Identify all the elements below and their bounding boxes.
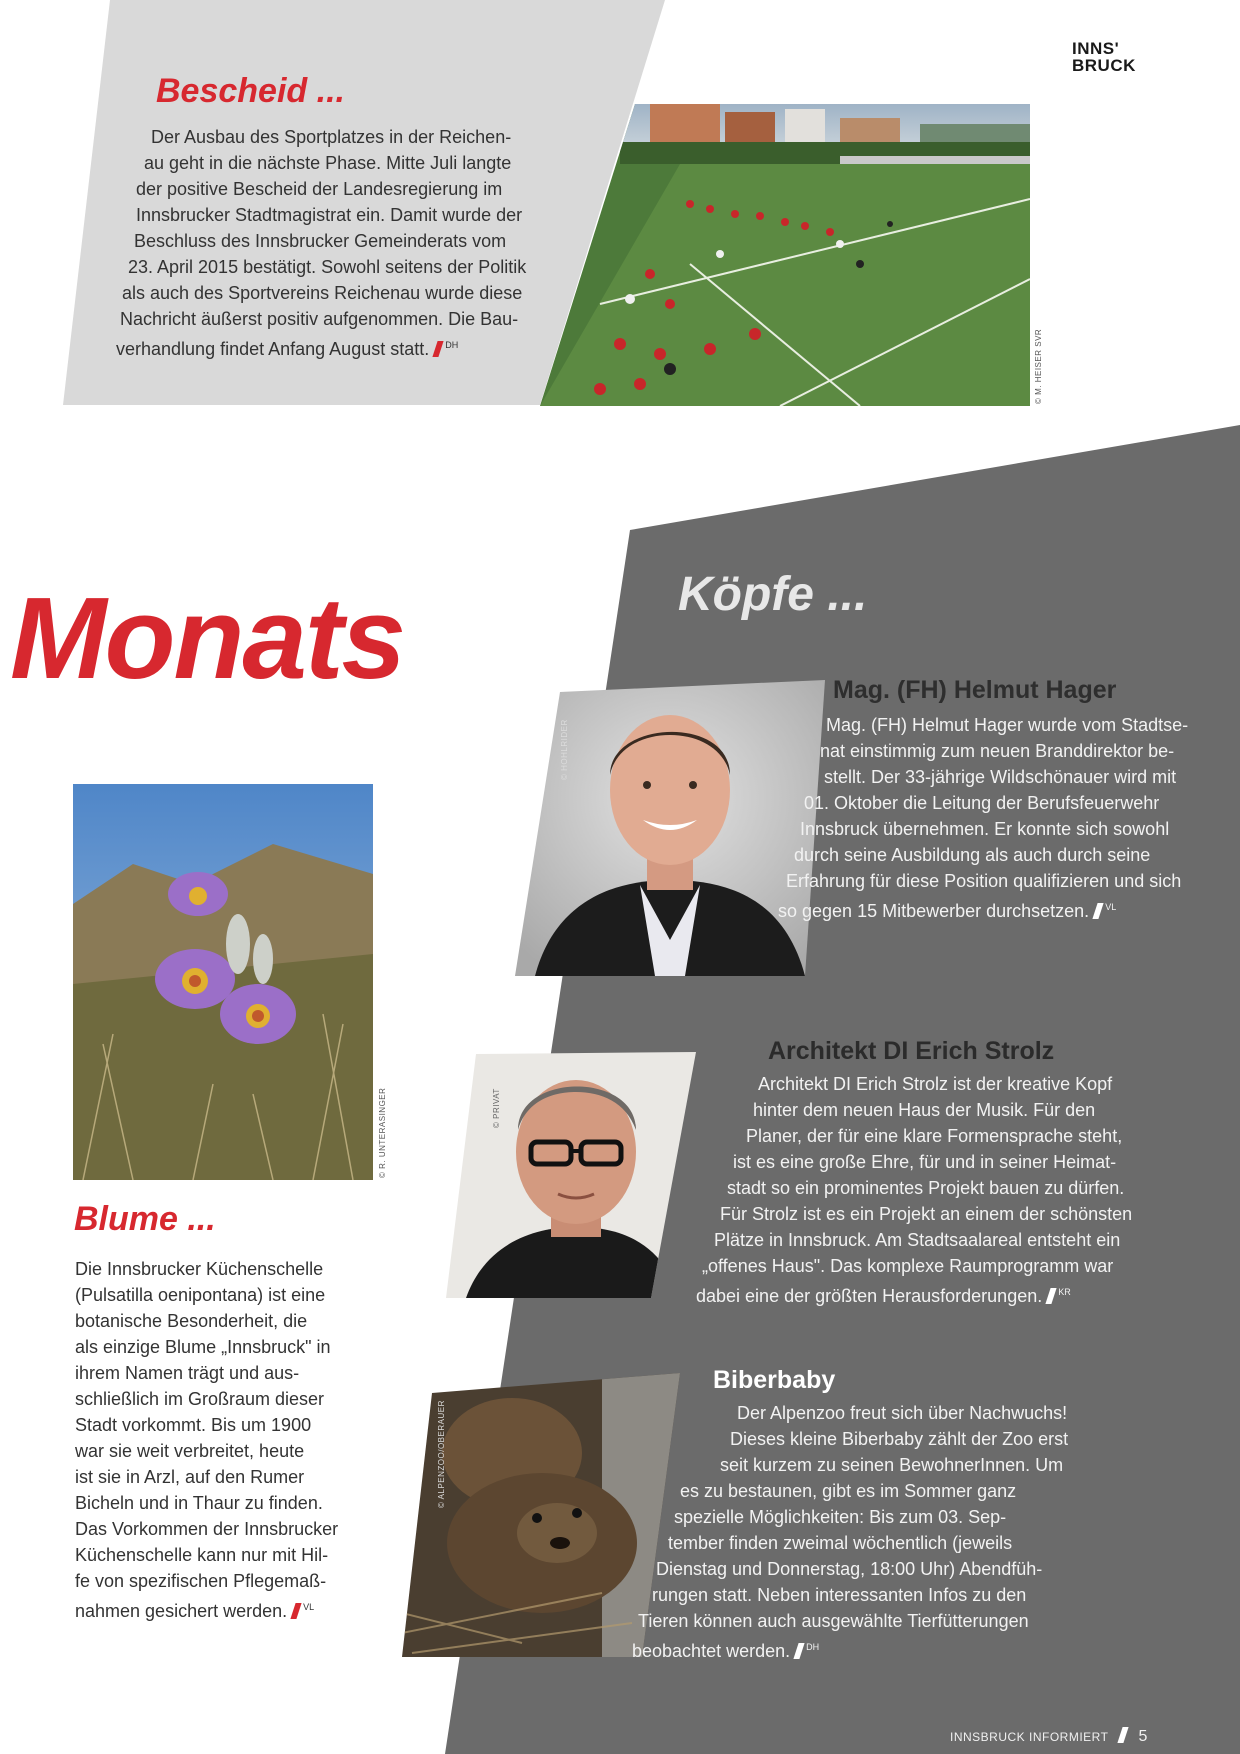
strolz-line: Planer, der für eine klare Formensprache steht, — [746, 1126, 1123, 1146]
hager-line: durch seine Ausbildung als auch durch seine — [794, 845, 1151, 865]
hager-line — [760, 894, 1188, 924]
hager-initials: VL — [1105, 902, 1117, 912]
biber-line: tember finden zweimal wöchentlich (jeweils — [668, 1533, 1013, 1553]
biber-line: Tieren können auch ausgewählte Tierfütterungen — [638, 1611, 1029, 1631]
biber-last-line: beobachtet werden. — [632, 1641, 791, 1661]
biber-line: rungen statt. Neben interessanten Infos zu den — [652, 1585, 1027, 1605]
blume-line: schließlich im Großraum dieser — [75, 1389, 325, 1409]
blume-title: Blume ... — [74, 1200, 216, 1238]
biber-line: es zu bestaunen, gibt es im Sommer ganz — [680, 1481, 1017, 1501]
red-slash-icon — [433, 341, 444, 357]
hager-line: Mag. (FH) Helmut Hager wurde vom Stadtse- — [826, 715, 1189, 735]
hager-line: nat einstimmig zum neuen Branddirektor be- — [820, 741, 1175, 761]
strolz-initials: KR — [1058, 1287, 1071, 1297]
blume-line: Stadt vorkommt. Bis um 1900 — [75, 1415, 312, 1435]
strolz-line: Plätze in Innsbruck. Am Stadtsaalareal entsteht ein — [714, 1230, 1121, 1250]
strolz-line: Architekt DI Erich Strolz ist der kreative Kopf — [758, 1074, 1113, 1094]
footer-label: INNSBRUCK INFORMIERT — [950, 1730, 1109, 1744]
strolz-photo-credit: © PRIVAT — [492, 1088, 501, 1128]
biber-photo-credit: © ALPENZOO/OBERAUER — [437, 1400, 446, 1508]
bescheid-line: Innsbrucker Stadtmagistrat ein. Damit wurde der — [136, 205, 523, 225]
biber-text — [630, 1400, 1068, 1664]
strolz-line: ist es eine große Ehre, für und in seiner Heimat- — [733, 1152, 1117, 1172]
red-slash-icon — [291, 1603, 302, 1619]
blume-initials: VL — [303, 1602, 315, 1612]
logo-line-1: INNS' — [1072, 39, 1120, 58]
page-number: 5 — [1138, 1728, 1148, 1745]
blume-line: Küchenschelle kann nur mit Hil- — [75, 1545, 329, 1565]
strolz-line: hinter dem neuen Haus der Musik. Für den — [753, 1100, 1096, 1120]
blume-line: Bicheln und in Thaur zu finden. — [75, 1493, 323, 1513]
strolz-line: Für Strolz ist es ein Projekt an einem der schönsten — [720, 1204, 1133, 1224]
bescheid-line: au geht in die nächste Phase. Mitte Juli langte — [144, 153, 512, 173]
blume-last-line: nahmen gesichert werden. — [75, 1601, 288, 1621]
bescheid-line: als auch des Sportvereins Reichenau wurde diese — [122, 283, 523, 303]
bescheid-line: der positive Bescheid der Landesregierung im — [136, 179, 503, 199]
bescheid-last-line: verhandlung findet Anfang August statt. — [116, 339, 430, 359]
blume-text — [75, 1256, 338, 1624]
bescheid-line: Beschluss des Innsbrucker Gemeinderats vom — [134, 231, 507, 251]
blume-line: botanische Besonderheit, die — [75, 1311, 308, 1331]
hager-text — [760, 712, 1188, 924]
hager-line: stellt. Der 33-jährige Wildschönauer wird mit — [824, 767, 1177, 787]
biber-line: Dienstag und Donnerstag, 18:00 Uhr) Abendfüh- — [656, 1559, 1043, 1579]
blume-line: ihrem Namen trägt und aus- — [75, 1363, 300, 1383]
blume-line — [75, 1594, 338, 1624]
bescheid-line: Der Ausbau des Sportplatzes in der Reichen- — [151, 127, 512, 147]
bescheid-photo-credit: © M. HEISER SVR — [1034, 328, 1043, 404]
football-field-photo — [540, 104, 1030, 406]
bescheid-line: 23. April 2015 bestätigt. Sowohl seitens der Politik — [128, 257, 527, 277]
biber-line — [630, 1634, 1068, 1664]
footer — [950, 1727, 1148, 1746]
innsbruck-logo — [1072, 40, 1152, 74]
strolz-line: „offenes Haus". Das komplexe Raumprogramm war — [702, 1256, 1114, 1276]
strolz-line — [690, 1279, 1132, 1309]
strolz-line: stadt so ein prominentes Projekt bauen zu dürfen. — [727, 1178, 1125, 1198]
monats-title: Monats — [10, 573, 404, 703]
strolz-text — [690, 1071, 1132, 1309]
hager-line: Erfahrung für diese Position qualifizieren und sich — [786, 871, 1182, 891]
biber-line: Dieses kleine Biberbaby zählt der Zoo erst — [730, 1429, 1069, 1449]
bescheid-text — [60, 124, 540, 362]
biber-title: Biberbaby — [713, 1366, 836, 1394]
bescheid-line: Nachricht äußerst positiv aufgenommen. Die Bau- — [120, 309, 519, 329]
blume-line: Das Vorkommen der Innsbrucker — [75, 1519, 339, 1539]
pasque-flower-photo — [73, 784, 373, 1180]
hager-line: Innsbruck übernehmen. Er konnte sich sowohl — [800, 819, 1170, 839]
strolz-last-line: dabei eine der größten Herausforderungen. — [696, 1286, 1043, 1306]
blume-line: Die Innsbrucker Küchenschelle — [75, 1259, 324, 1279]
strolz-title: Architekt DI Erich Strolz — [768, 1037, 1055, 1065]
logo-line-2: BRUCK — [1072, 56, 1136, 75]
blume-line: war sie weit verbreitet, heute — [75, 1441, 305, 1461]
bescheid-title: Bescheid ... — [156, 72, 345, 110]
hager-photo-credit: © HOHLRIDER — [560, 719, 569, 780]
strolz-portrait-photo — [446, 1052, 696, 1298]
blume-line: als einzige Blume „Innsbruck" in — [75, 1337, 331, 1357]
blume-line: fe von spezifischen Pflegemaß- — [75, 1571, 327, 1591]
koepfe-title: Köpfe ... — [678, 568, 868, 621]
bescheid-initials: DH — [445, 340, 459, 350]
hager-last-line: so gegen 15 Mitbewerber durchsetzen. — [778, 901, 1090, 921]
white-slash-icon — [1118, 1727, 1129, 1743]
blume-line: ist sie in Arzl, auf den Rumer — [75, 1467, 305, 1487]
hager-line: 01. Oktober die Leitung der Berufsfeuerwehr — [804, 793, 1160, 813]
white-slash-icon — [794, 1643, 805, 1659]
white-slash-icon — [1093, 903, 1104, 919]
white-slash-icon — [1046, 1288, 1057, 1304]
biber-line: spezielle Möglichkeiten: Bis zum 03. Sep- — [674, 1507, 1007, 1527]
bescheid-line — [60, 332, 540, 362]
hager-title: Mag. (FH) Helmut Hager — [833, 676, 1117, 704]
biber-line: Der Alpenzoo freut sich über Nachwuchs! — [737, 1403, 1068, 1423]
blume-line: (Pulsatilla oenipontana) ist eine — [75, 1285, 326, 1305]
blume-photo-credit: © R. UNTERASINGER — [378, 1087, 387, 1178]
biber-initials: DH — [806, 1642, 820, 1652]
biber-line: seit kurzem zu seinen BewohnerInnen. Um — [720, 1455, 1064, 1475]
